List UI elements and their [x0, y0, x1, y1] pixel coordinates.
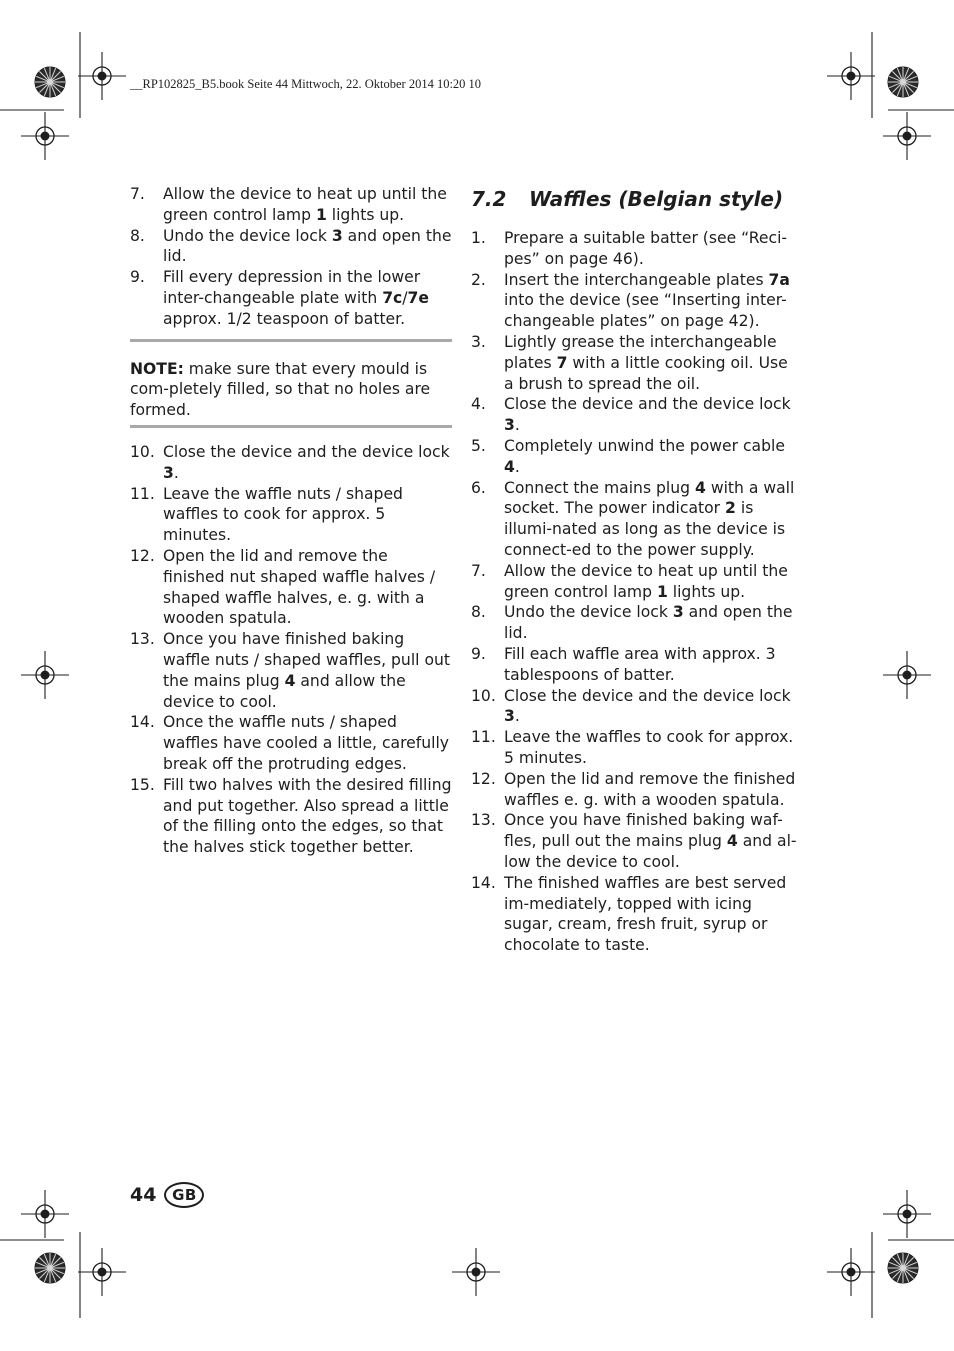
step-text: Insert the interchangeable plates 7a into the device (see “Inserting inter-changeable plates” on page 42).: [504, 270, 790, 331]
step-number: 7.: [130, 185, 145, 203]
step-text: Prepare a suitable batter (see “Reci-pes” on page 46).: [504, 229, 788, 268]
divider-top: [130, 339, 452, 342]
left-column: [130, 184, 452, 858]
print-header: __RP102825_B5.book Seite 44 Mittwoch, 22. Oktober 2014 10:20 10: [130, 77, 482, 91]
list-item: [471, 810, 797, 872]
step-number: 14.: [471, 873, 496, 892]
step-number: 10.: [471, 686, 496, 705]
list-item: [130, 712, 452, 774]
step-text: Close the device and the device lock 3.: [504, 686, 791, 726]
step-number: 15.: [130, 775, 155, 794]
list-item: [471, 727, 797, 769]
divider-bottom: [130, 425, 452, 428]
list-item: [130, 775, 452, 858]
step-text: The finished waffles are best served im-mediately, topped with icing sugar, cream, fresh fruit, syrup or chocolate to taste.: [504, 873, 787, 955]
list-item: [130, 226, 452, 268]
page-footer: [130, 1182, 204, 1208]
step-number: 8.: [471, 603, 486, 622]
list-item: [471, 561, 797, 603]
step-text: Allow the device to heat up until the green control lamp 1 lights up.: [504, 561, 788, 601]
note-box: [130, 359, 452, 421]
step-text: Close the device and the device lock 3.: [504, 395, 791, 435]
note-label: NOTE:: [130, 359, 184, 378]
step-text: Undo the device lock 3 and open the lid.: [504, 603, 793, 643]
step-text: Open the lid and remove the finished waffles e. g. with a wooden spatula.: [504, 769, 796, 809]
list-item: [471, 873, 797, 956]
step-text: Lightly grease the interchangeable plates 7 with a little cooking oil. Use a brush to spread the oil.: [504, 332, 788, 393]
list-item: [130, 442, 452, 484]
note-text: make sure that every mould is com-pletely filled, so that no holes are formed.: [130, 359, 431, 420]
step-text: Once the waffle nuts / shaped waffles have cooled a little, carefully break off the protruding edges.: [163, 713, 450, 773]
list-item: [471, 769, 797, 811]
list-item: [471, 686, 797, 728]
step-text: Open the lid and remove the finished nut shaped waffle halves / shaped waffle halves, e. g. with a wooden spatula.: [163, 546, 436, 628]
step-text: Completely unwind the power cable 4.: [504, 436, 785, 476]
step-number: 10.: [130, 442, 155, 461]
section-heading: [471, 186, 797, 212]
steps-list-finish: [130, 442, 452, 858]
list-item: [471, 478, 797, 561]
list-item: [130, 267, 452, 329]
list-item: [130, 184, 452, 226]
step-text: Connect the mains plug 4 with a wall socket. The power indicator 2 is illumi-nated as long as the device is connect-ed to the power supply.: [504, 478, 795, 559]
step-number: 13.: [471, 811, 496, 830]
step-number: 12.: [471, 769, 496, 788]
step-text: Leave the waffles to cook for approx. 5 minutes.: [504, 728, 794, 767]
step-number: 4.: [471, 395, 486, 414]
step-text: Fill every depression in the lower inter-changeable plate with 7c/7e approx. 1/2 teaspoon of batter.: [163, 268, 429, 328]
right-column: [471, 184, 797, 956]
list-item: [471, 602, 797, 644]
list-item: [130, 546, 452, 629]
page-number: 44: [130, 1184, 157, 1206]
step-number: 14.: [130, 713, 155, 732]
belgian-waffle-steps: [471, 228, 797, 956]
list-item: [471, 270, 797, 332]
step-text: Fill each waffle area with approx. 3 tablespoons of batter.: [504, 644, 776, 684]
list-item: [471, 394, 797, 436]
list-item: [471, 436, 797, 478]
step-number: 12.: [130, 546, 155, 565]
step-number: 9.: [471, 644, 486, 663]
list-item: [471, 332, 797, 394]
step-number: 3.: [471, 332, 486, 351]
step-text: Once you have finished baking waf-fles, pull out the mains plug 4 and al-low the device to cool.: [504, 811, 797, 871]
step-number: 6.: [471, 478, 486, 497]
list-item: [130, 629, 452, 712]
step-number: 13.: [130, 630, 155, 649]
step-number: 2.: [471, 270, 486, 289]
step-text: Leave the waffle nuts / shaped waffles to cook for approx. 5 minutes.: [163, 484, 403, 545]
step-number: 5.: [471, 436, 486, 455]
step-text: Allow the device to heat up until the green control lamp 1 lights up.: [163, 185, 447, 224]
step-number: 8.: [130, 226, 145, 245]
language-badge: GB: [164, 1182, 204, 1208]
step-number: 11.: [471, 728, 496, 747]
list-item: [130, 484, 452, 546]
step-number: 7.: [471, 561, 486, 580]
step-text: Once you have finished baking waffle nuts / shaped waffles, pull out the mains plug 4 and allow the device to cool.: [163, 630, 450, 711]
step-text: Fill two halves with the desired filling and put together. Also spread a little of the filling onto the edges, so that the halves stick together better.: [163, 775, 452, 857]
section-number: 7.2: [471, 187, 507, 211]
step-text: Undo the device lock 3 and open the lid.: [163, 226, 452, 266]
steps-list-continued: [130, 184, 452, 330]
step-text: Close the device and the device lock 3.: [163, 442, 450, 482]
step-number: 9.: [130, 268, 145, 287]
step-number: 1.: [471, 229, 486, 247]
list-item: [471, 228, 797, 270]
step-number: 11.: [130, 484, 155, 503]
section-title: Waffles (Belgian style): [529, 187, 784, 211]
list-item: [471, 644, 797, 686]
